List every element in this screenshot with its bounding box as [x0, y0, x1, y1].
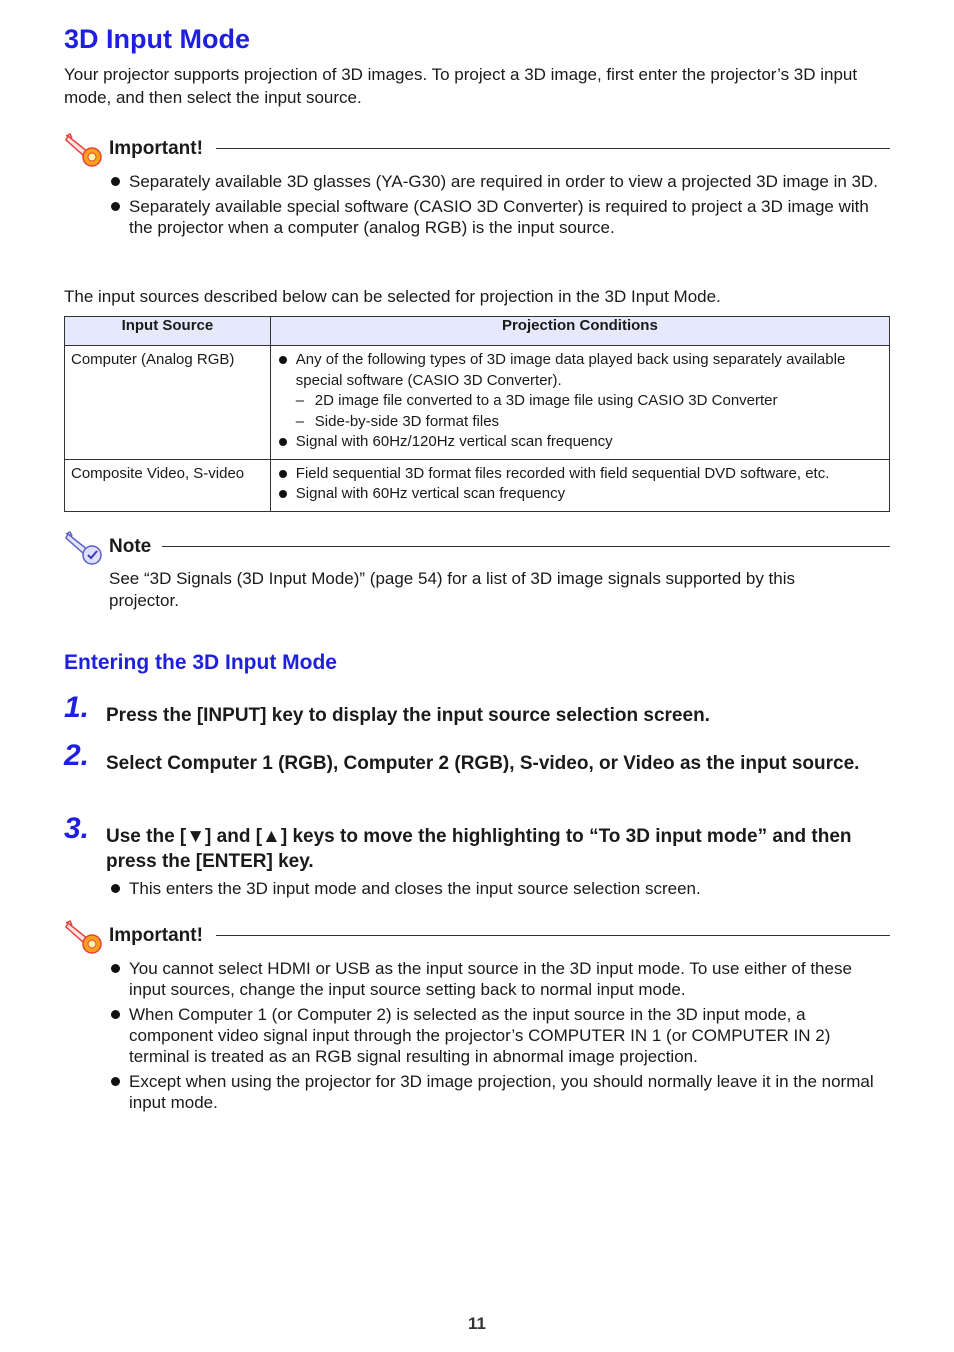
list-item: Separately available special software (CASIO 3D Converter) is required to project a 3D image with the projector when a computer (analog RGB) is the input source. — [109, 196, 889, 238]
list-item: You cannot select HDMI or USB as the input source in the 3D input mode. To use either of these input sources, change the input source setting back to normal input mode. — [109, 958, 889, 1000]
step-text: Select Computer 1 (RGB), Computer 2 (RGB), S-video, or Video as the input source. — [106, 753, 860, 774]
bullet-icon — [111, 884, 120, 893]
step-1 — [64, 691, 894, 728]
note-label: Note — [109, 536, 152, 557]
important-list — [109, 958, 889, 1117]
sub-list-item: – 2D image file converted to a 3D image file using CASIO 3D Converter — [295, 392, 778, 409]
step-number: 1. — [64, 691, 90, 724]
divider — [162, 546, 890, 547]
table-header-row — [65, 317, 890, 346]
step-number: 2. — [64, 739, 90, 772]
pencil-with-warning-icon — [64, 132, 108, 168]
sub-list-item: – Side-by-side 3D format files — [295, 412, 500, 430]
list-item: Signal with 60Hz/120Hz vertical scan frequency — [277, 432, 883, 453]
table-row — [65, 459, 890, 511]
conditions-cell — [270, 459, 889, 511]
page-number: 11 — [468, 1314, 486, 1333]
bullet-icon — [279, 438, 287, 446]
page-title: 3D Input Mode — [64, 24, 250, 54]
table-intro: The input sources described below can be selected for projection in the 3D Input Mode. — [64, 287, 721, 306]
bullet-icon — [111, 202, 120, 211]
note-callout-header — [64, 530, 890, 560]
step-2 — [64, 739, 894, 776]
source-cell: Composite Video, S-video — [65, 459, 271, 511]
intro-paragraph: Your projector supports projection of 3D images. To project a 3D image, first enter the projector’s 3D input mode, and then select the input source. — [64, 65, 858, 107]
bullet-icon — [111, 1010, 120, 1019]
input-source-table — [64, 316, 890, 512]
step-text: Use the [▼] and [▲] keys to move the highlighting to “To 3D input mode” and then press the [ENTER] key. — [106, 826, 852, 872]
column-header: Input Source — [65, 317, 271, 346]
note-text: See “3D Signals (3D Input Mode)” (page 54) for a list of 3D image signals supported by this projector. — [109, 569, 796, 610]
divider — [216, 935, 890, 936]
important-list — [109, 171, 889, 242]
pencil-note-icon — [64, 530, 108, 566]
important-callout-header — [64, 919, 890, 949]
list-item: Except when using the projector for 3D image projection, you should normally leave it in the normal input mode. — [109, 1071, 889, 1113]
pencil-with-warning-icon — [64, 919, 108, 955]
conditions-cell — [270, 346, 889, 460]
bullet-icon — [279, 470, 287, 478]
important-label: Important! — [109, 925, 203, 946]
list-item: Separately available 3D glasses (YA-G30) are required in order to view a projected 3D image in 3D. — [109, 171, 889, 192]
column-header: Projection Conditions — [270, 317, 889, 346]
list-item: Any of the following types of 3D image data played back using separately available special software (CASIO 3D Converter). – 2D image file converted to a 3D image file using CASIO 3D Converter – Side-by-side 3D format files — [277, 350, 883, 432]
list-item: When Computer 1 (or Computer 2) is selected as the input source in the 3D input mode, a component video signal input through the projector’s COMPUTER IN 1 (or COMPUTER IN 2) terminal is treated as an RGB signal resulting in abnormal image projection. — [109, 1004, 889, 1067]
list-item: This enters the 3D input mode and closes the input source selection screen. — [109, 878, 889, 899]
important-callout-header — [64, 132, 890, 162]
bullet-icon — [111, 177, 120, 186]
bullet-icon — [279, 356, 287, 364]
source-cell: Computer (Analog RGB) — [65, 346, 271, 460]
section-title: Entering the 3D Input Mode — [64, 651, 337, 674]
bullet-icon — [111, 1077, 120, 1086]
bullet-icon — [279, 490, 287, 498]
step-3 — [64, 812, 894, 874]
divider — [216, 148, 890, 149]
step-text: Press the [INPUT] key to display the input source selection screen. — [106, 705, 710, 726]
step-3-note — [109, 878, 889, 903]
table-row — [65, 346, 890, 460]
list-item: Field sequential 3D format files recorded with field sequential DVD software, etc. — [277, 464, 883, 485]
bullet-icon — [111, 964, 120, 973]
list-item: Signal with 60Hz vertical scan frequency — [277, 484, 883, 505]
important-label: Important! — [109, 138, 203, 159]
step-number: 3. — [64, 812, 90, 845]
